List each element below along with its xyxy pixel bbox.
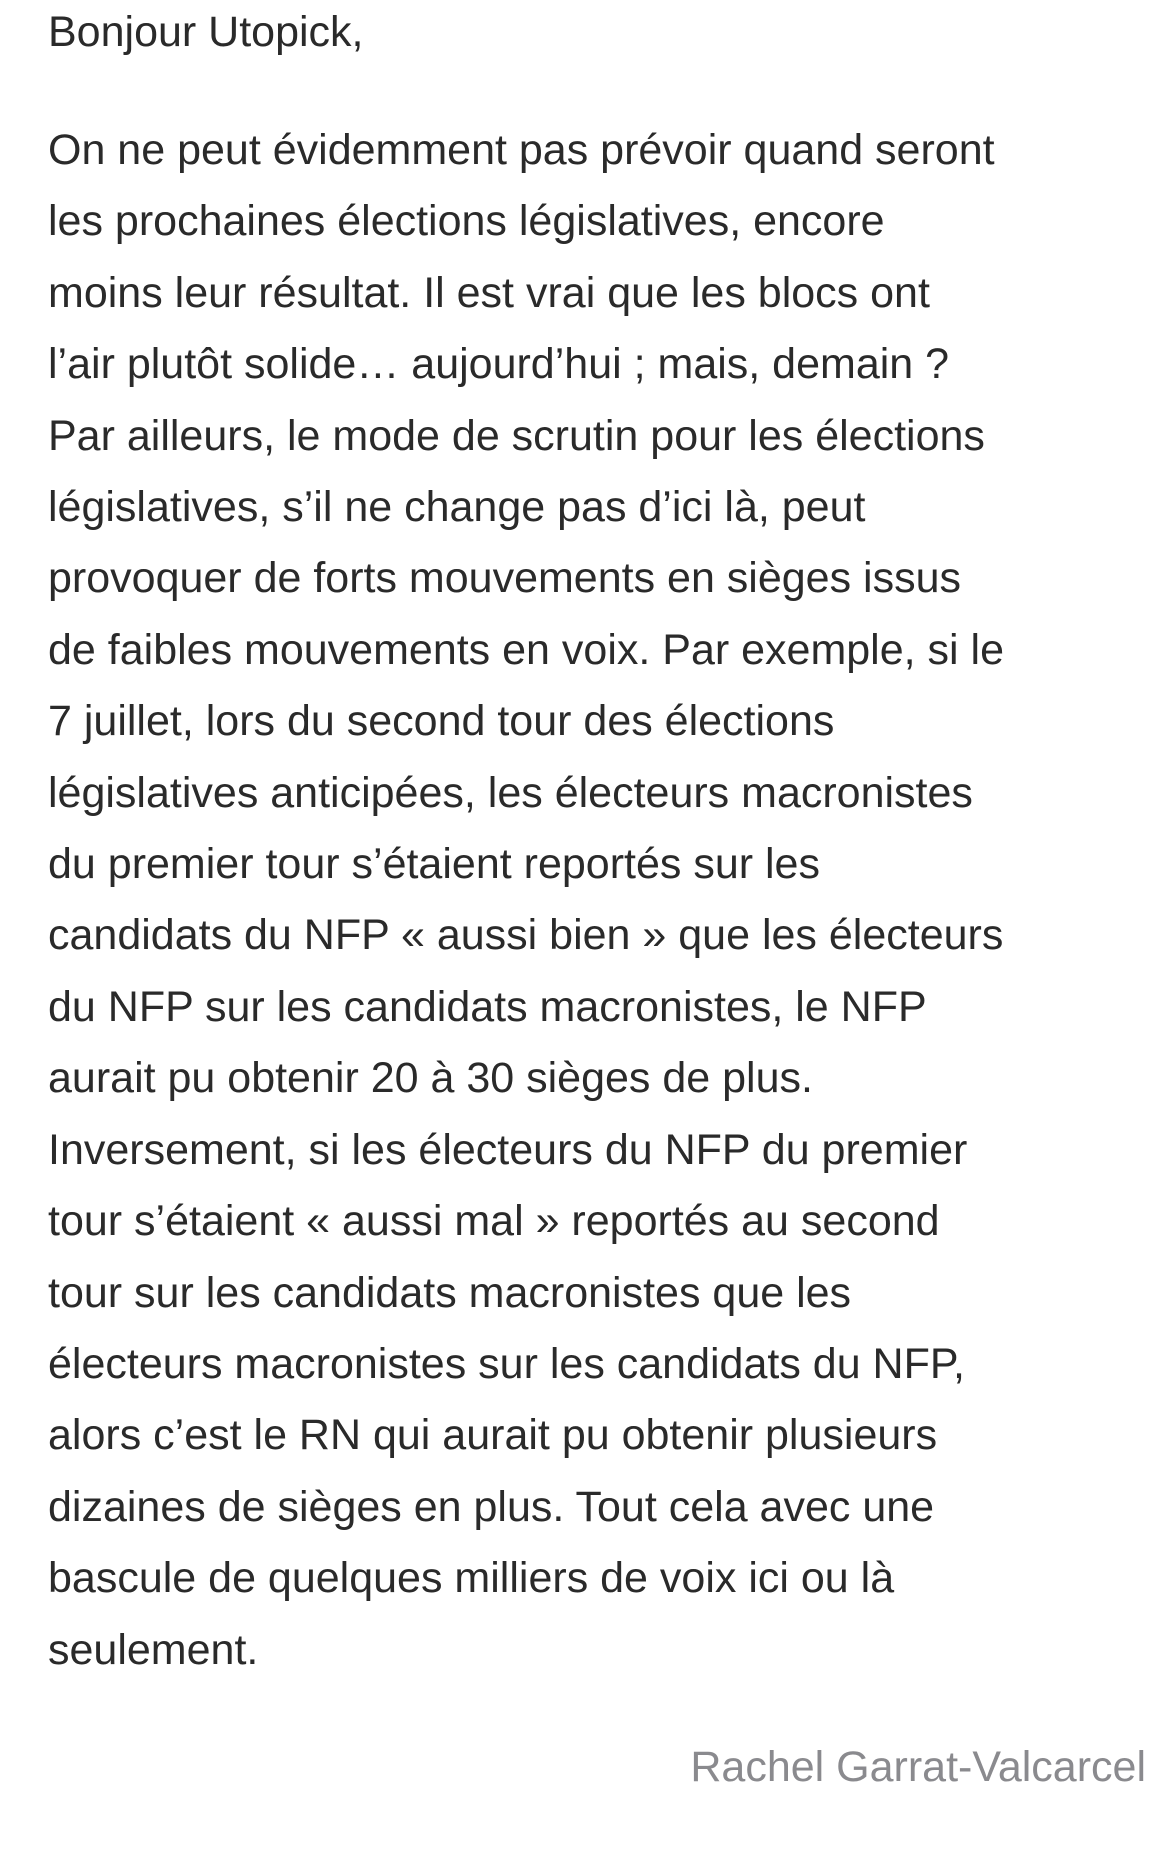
body-line: de faibles mouvements en voix. Par exemple, si le [48,625,1005,674]
body-line: l’air plutôt solide… aujourd’hui ; mais, demain ? [48,340,950,389]
body-line: Inversement, si les électeurs du NFP du premier [48,1125,968,1174]
body-line: seulement. [48,1625,259,1674]
body-line: moins leur résultat. Il est vrai que les blocs ont [48,268,930,317]
body-line: du NFP sur les candidats macronistes, le NFP [48,982,927,1031]
body-line: tour s’étaient « aussi mal » reportés au second [48,1197,940,1246]
body-line: aurait pu obtenir 20 à 30 sièges de plus. [48,1054,813,1103]
body-line: électeurs macronistes sur les candidats du NFP, [48,1339,965,1388]
body-line: alors c’est le RN qui aurait pu obtenir plusieurs [48,1411,938,1460]
body-line: législatives, s’il ne change pas d’ici là, peut [48,483,866,532]
body-line: Par ailleurs, le mode de scrutin pour les élections [48,411,985,460]
author-signature: Rachel Garrat-Valcarcel [690,1743,1146,1791]
body-line: les prochaines élections législatives, encore [48,197,885,246]
body-line: tour sur les candidats macronistes que les [48,1268,852,1317]
greeting: Bonjour Utopick, [48,8,364,56]
body-line: dizaines de sièges en plus. Tout cela avec une [48,1482,935,1531]
message-body [48,115,1004,1686]
body-line: On ne peut évidemment pas prévoir quand seront [48,126,995,174]
body-line: bascule de quelques milliers de voix ici ou là [48,1554,895,1603]
body-line: législatives anticipées, les électeurs macronistes [48,768,973,817]
body-line: provoquer de forts mouvements en sièges issus [48,554,962,603]
body-line: candidats du NFP « aussi bien » que les électeurs [48,911,1004,960]
body-line: du premier tour s’étaient reportés sur les [48,840,820,889]
body-line: 7 juillet, lors du second tour des élections [48,697,835,746]
